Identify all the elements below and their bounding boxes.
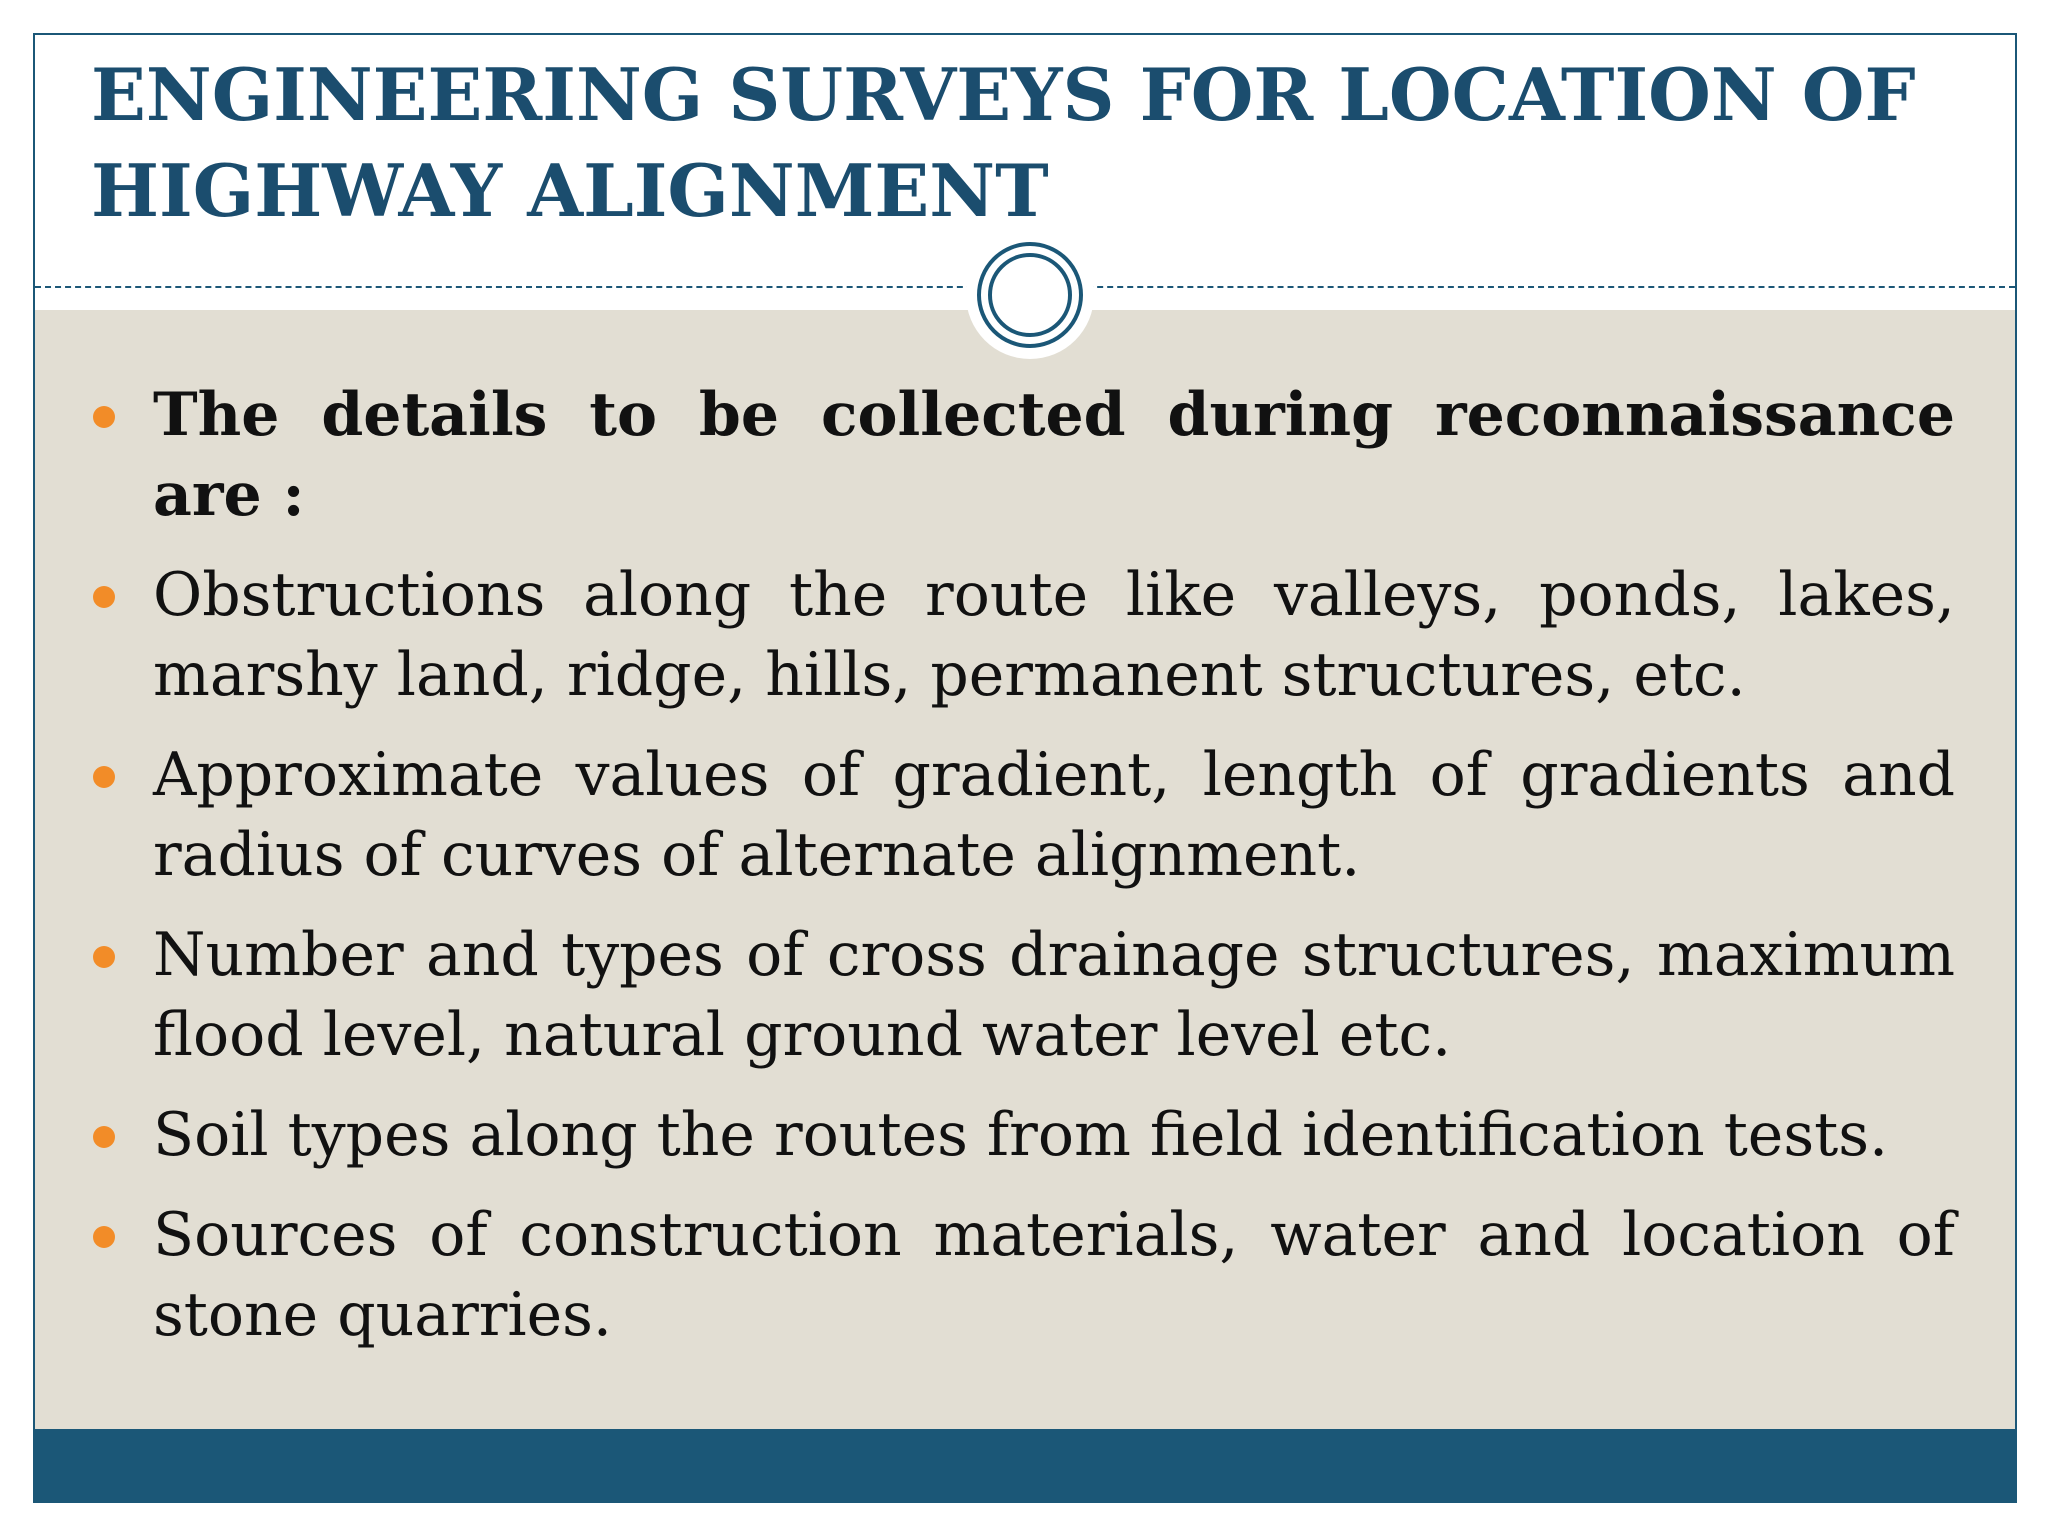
bullet-list	[35, 375, 2015, 1355]
bullet-item-soil	[35, 1095, 2015, 1175]
bullet-dot-icon	[93, 946, 115, 968]
ring-inner-stroke	[988, 253, 1072, 337]
bullet-text: Soil types along the routes from field identification tests.	[153, 1100, 1889, 1170]
bullet-dot-icon	[93, 766, 115, 788]
slide	[33, 33, 2017, 1503]
footer-bar	[35, 1429, 2015, 1501]
bullet-dot-icon	[93, 1226, 115, 1248]
bullet-text: The details to be collected during reconnaissance are :	[153, 380, 1955, 530]
bullet-text: Number and types of cross drainage structures, maximum flood level, natural ground water level etc.	[153, 920, 1955, 1070]
bullet-dot-icon	[93, 406, 115, 428]
slide-content	[35, 375, 2015, 1375]
bullet-text: Obstructions along the route like valleys, ponds, lakes, marshy land, ridge, hills, permanent structures, etc.	[153, 560, 1955, 710]
bullet-text: Sources of construction materials, water and location of stone quarries.	[153, 1200, 1955, 1350]
bullet-text: Approximate values of gradient, length of gradients and radius of curves of alternate alignment.	[153, 740, 1955, 890]
bullet-dot-icon	[93, 586, 115, 608]
bullet-item-intro	[35, 375, 2015, 535]
bullet-item-gradients	[35, 735, 2015, 895]
slide-title: ENGINEERING SURVEYS FOR LOCATION OF HIGHWAY ALIGNMENT	[91, 52, 1916, 233]
bullet-item-obstructions	[35, 555, 2015, 715]
bullet-item-drainage	[35, 915, 2015, 1075]
bullet-dot-icon	[93, 1126, 115, 1148]
bullet-item-materials	[35, 1195, 2015, 1355]
